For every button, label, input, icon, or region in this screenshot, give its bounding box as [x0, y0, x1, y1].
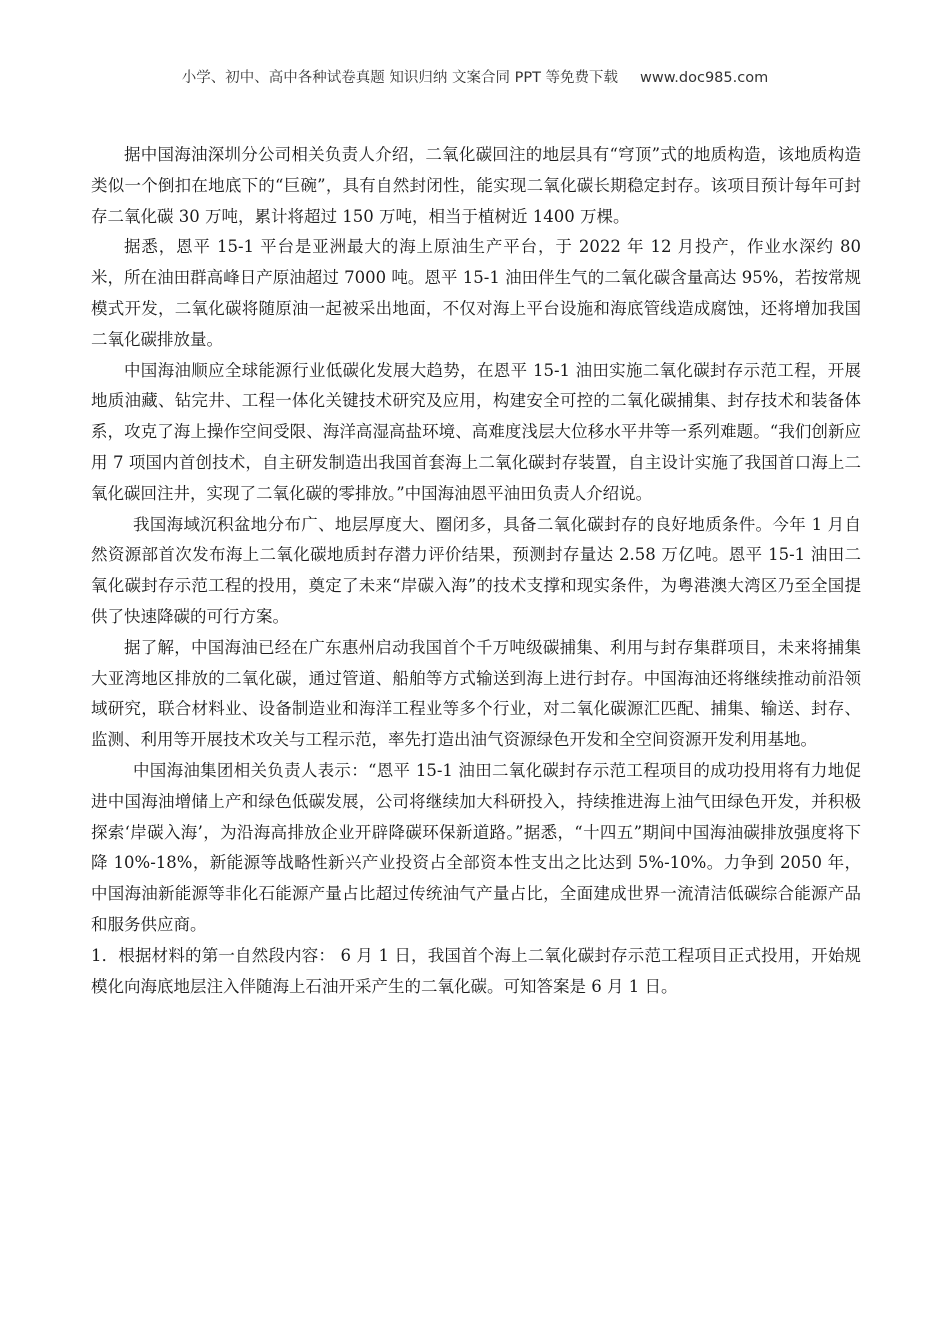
paragraph-2: 据悉，恩平 15-1 平台是亚洲最大的海上原油生产平台，于 2022 年 12 月投产，作业水深约 80 米，所在油田群高峰日产原油超过 7000 吨。恩平 15-1 油田伴生气的二氧化碳含量高达 95%，若按常规模式开发，二氧化碳将随原油一起被采出地面，不仅对海上平台设施和海底管线造成腐蚀，还将增加我国二氧化碳排放量。 — [91, 237, 861, 349]
article-body — [91, 140, 861, 1002]
header-site[interactable]: www.doc985.com — [640, 70, 769, 86]
page-header — [0, 66, 950, 87]
header-text: 小学、初中、高中各种试卷真题 知识归纳 文案合同 PPT 等免费下载 — [181, 70, 619, 86]
paragraph-6: 中国海油集团相关负责人表示：“恩平 15-1 油田二氧化碳封存示范工程项目的成功投用将有力地促进中国海油增储上产和绿色低碳发展，公司将继续加大科研投入，持续推进海上油气田绿色开发，并积极探索‘岸碳入海’，为沿海高排放企业开辟降碳环保新道路。”据悉，“十四五”期间中国海油碳排放强度将下降 10%-18%，新能源等战略性新兴产业投资占全部资本性支出之比达到 5%-10%。力争到 2050 年，中国海油新能源等非化石能源产量占比超过传统油气产量占比，全面建成世界一流清洁低碳综合能源产品和服务供应商。 — [91, 760, 861, 934]
paragraph-1: 据中国海油深圳分公司相关负责人介绍，二氧化碳回注的地层具有“穹顶”式的地质构造，该地质构造类似一个倒扣在地底下的“巨碗”，具有自然封闭性，能实现二氧化碳长期稳定封存。该项目预计每年可封存二氧化碳 30 万吨，累计将超过 150 万吨，相当于植树近 1400 万棵。 — [91, 145, 861, 226]
paragraph-3: 中国海油顺应全球能源行业低碳化发展大趋势，在恩平 15-1 油田实施二氧化碳封存示范工程，开展地质油藏、钻完井、工程一体化关键技术研究及应用，构建安全可控的二氧化碳捕集、封存技术和装备体系，攻克了海上操作空间受限、海洋高湿高盐环境、高难度浅层大位移水平井等一系列难题。“我们创新应用 7 项国内首创技术，自主研发制造出我国首套海上二氧化碳封存装置，自主设计实施了我国首口海上二氧化碳回注井，实现了二氧化碳的零排放。”中国海油恩平油田负责人介绍说。 — [91, 360, 861, 503]
answer-1: 1．根据材料的第一自然段内容： 6 月 1 日，我国首个海上二氧化碳封存示范工程项目正式投用，开始规模化向海底地层注入伴随海上石油开采产生的二氧化碳。可知答案是 6 月 1 日。 — [91, 945, 861, 996]
paragraph-4: 我国海域沉积盆地分布广、地层厚度大、圈闭多，具备二氧化碳封存的良好地质条件。今年 1 月自然资源部首次发布海上二氧化碳地质封存潜力评价结果，预测封存量达 2.58 万亿吨。恩平 15-1 油田二氧化碳封存示范工程的投用，奠定了未来“岸碳入海”的技术支撑和现实条件，为粤港澳大湾区乃至全国提供了快速降碳的可行方案。 — [91, 514, 861, 626]
paragraph-5: 据了解，中国海油已经在广东惠州启动我国首个千万吨级碳捕集、利用与封存集群项目，未来将捕集大亚湾地区排放的二氧化碳，通过管道、船舶等方式输送到海上进行封存。中国海油还将继续推动前沿领域研究，联合材料业、设备制造业和海洋工程业等多个行业，对二氧化碳源汇匹配、捕集、输送、封存、监测、利用等开展技术攻关与工程示范，率先打造出油气资源绿色开发和全空间资源开发利用基地。 — [91, 637, 861, 750]
